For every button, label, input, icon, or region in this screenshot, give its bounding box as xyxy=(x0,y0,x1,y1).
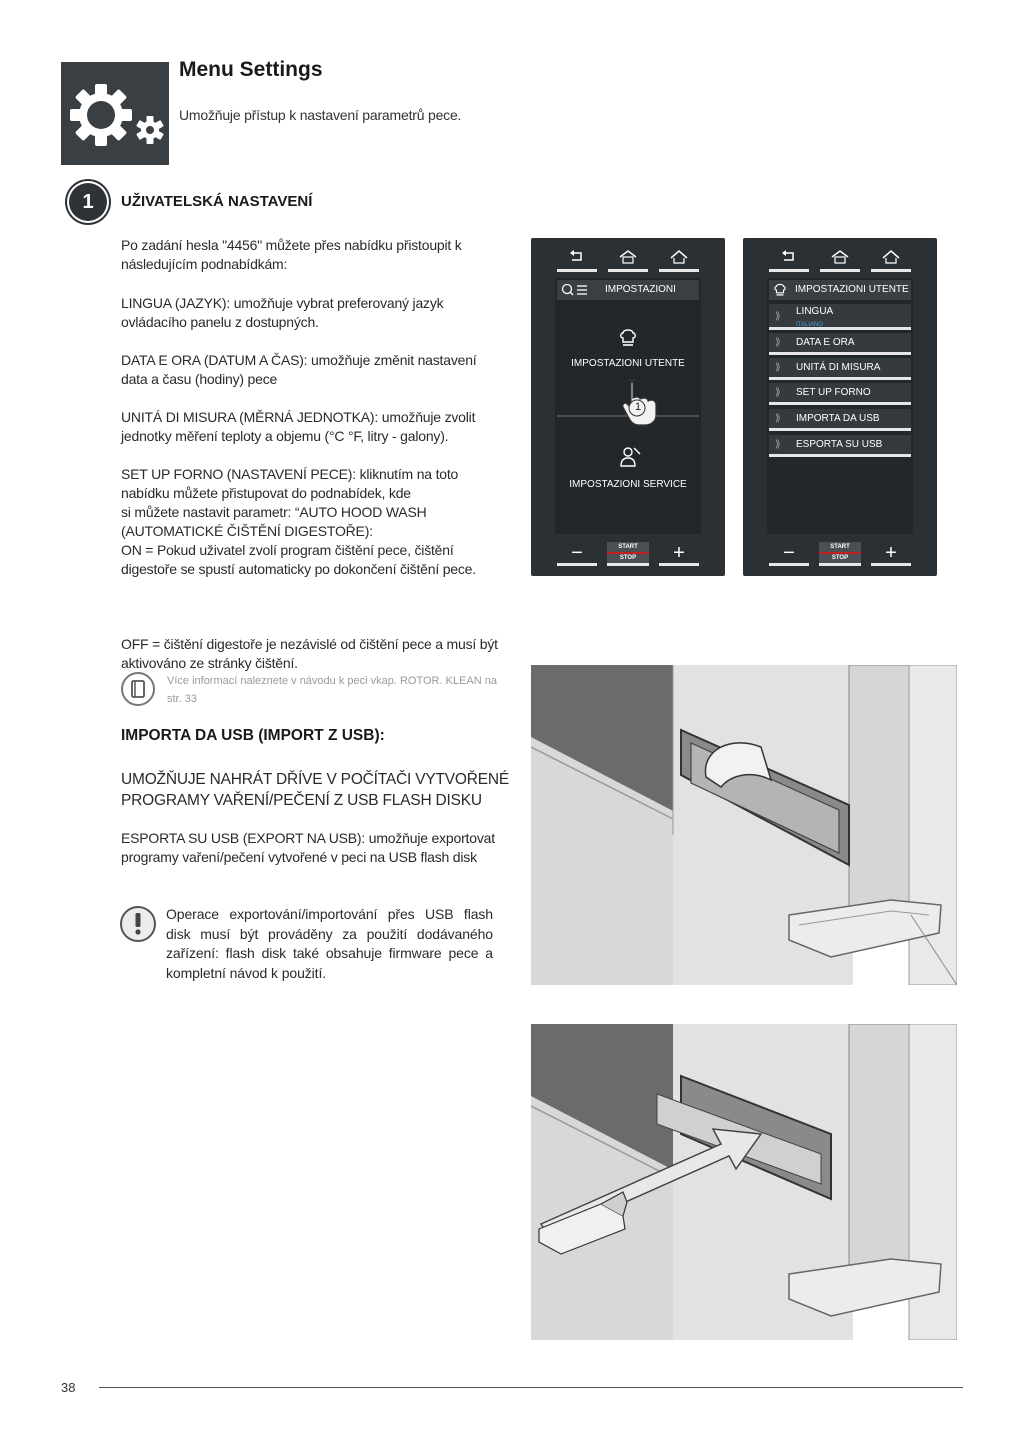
data-ora-paragraph: DATA E ORA (DATUM A ČAS): umožňuje změnit nastavení data a času (hodiny) pece xyxy=(121,352,477,387)
service-technician-icon xyxy=(619,446,641,473)
menu-item-importa-da-usb[interactable] xyxy=(769,409,911,431)
settings-search-icon xyxy=(561,283,589,305)
section-title: UŽIVATELSKÁ NASTAVENÍ xyxy=(121,193,313,210)
screen-header xyxy=(769,280,911,300)
chef-hat-icon xyxy=(773,283,787,305)
intro-paragraph: Po zadání hesla "4456" můžete přes nabídku přistoupit k následujícím podnabídkám: xyxy=(121,237,462,272)
menu-item-label: LINGUA xyxy=(796,306,834,317)
menu-item-esporta-su-usb[interactable] xyxy=(769,435,911,457)
back-button[interactable] xyxy=(769,248,809,272)
callout-number: 1 xyxy=(634,401,642,413)
warning-text: Operace exportování/importování přes USB flash disk musí být prováděny za použití dodávaného zařízení: flash disk také obsahuje firmware pece a kompletní návod k použití. xyxy=(166,906,493,981)
chevron-right-icon: ⟫ xyxy=(775,311,781,322)
warning-icon xyxy=(120,906,156,942)
home-button[interactable] xyxy=(659,248,699,272)
stop-label: STOP xyxy=(619,555,637,561)
home-button[interactable] xyxy=(871,248,911,272)
book-note-icon xyxy=(121,672,155,706)
setup-forno-paragraph: SET UP FORNO (NASTAVENÍ PECE): kliknutím na toto nabídku můžete přistupovat do podnabídek, kde si můžete nastavit parametr: “AUTO HOOD WASH (AUTOMATICKÉ ČIŠTĚNÍ DIGESTOŘE): ON = Pokud uživatel zvolí program čištění pece, čištění digestoře se spustí automaticky po dokončení čištění pece. xyxy=(121,466,476,577)
chevron-right-icon: ⟫ xyxy=(775,337,781,348)
off-paragraph: OFF = čištění digestoře je nezávislé od čištění pece a musí být aktivováno ze stránky čištění. xyxy=(121,636,498,671)
menu-item-unita-di-misura[interactable] xyxy=(769,358,911,380)
start-stop-button[interactable] xyxy=(607,542,649,566)
section-number-badge: 1 xyxy=(69,183,107,221)
usb-cover-opening-illustration xyxy=(531,665,957,985)
reference-note: Více informací naleznete v návodu k peci vkap. ROTOR. KLEAN na str. 33 xyxy=(167,675,497,705)
menu-option-user-settings[interactable]: IMPOSTAZIONI UTENTE xyxy=(571,358,685,369)
page-number: 38 xyxy=(61,1380,76,1395)
stop-label: STOP xyxy=(831,555,849,561)
start-stop-button[interactable] xyxy=(819,542,861,566)
page-title: Menu Settings xyxy=(179,58,323,81)
screen-header-label: IMPOSTAZIONI UTENTE xyxy=(795,284,909,295)
oven-home-button[interactable] xyxy=(608,248,648,272)
chevron-right-icon: ⟫ xyxy=(775,439,781,450)
usb-insertion-illustration xyxy=(531,1024,957,1340)
back-button[interactable] xyxy=(557,248,597,272)
chevron-right-icon: ⟫ xyxy=(775,387,781,398)
plus-button[interactable]: + xyxy=(659,542,699,566)
menu-option-service-settings[interactable]: IMPOSTAZIONI SERVICE xyxy=(569,479,687,490)
chef-hat-icon xyxy=(619,328,637,353)
menu-item-label: SET UP FORNO xyxy=(796,387,871,398)
menu-item-label: IMPORTA DA USB xyxy=(796,413,880,424)
lingua-value: ITALIANO xyxy=(796,322,823,328)
start-stop-divider xyxy=(607,552,649,554)
oven-home-button[interactable] xyxy=(820,248,860,272)
page-subtitle: Umožňuje přístup k nastavení parametrů pece. xyxy=(179,107,462,123)
importa-heading: IMPORTA DA USB (IMPORT Z USB): xyxy=(121,727,385,744)
menu-item-label: UNITÁ DI MISURA xyxy=(796,362,881,373)
menu-item-data-e-ora[interactable] xyxy=(769,333,911,355)
start-label: START xyxy=(618,544,638,550)
control-panel-screen-settings xyxy=(531,238,725,576)
chevron-right-icon: ⟫ xyxy=(775,362,781,373)
start-label: START xyxy=(830,544,850,550)
minus-button[interactable]: − xyxy=(769,542,809,566)
esporta-paragraph: ESPORTA SU USB (EXPORT NA USB): umožňuje exportovat programy vaření/pečení vytvořené v peci na USB flash disk xyxy=(121,830,495,865)
settings-gear-icon xyxy=(61,62,169,165)
menu-item-label: DATA E ORA xyxy=(796,337,855,348)
chevron-right-icon: ⟫ xyxy=(775,413,781,424)
screen-header xyxy=(557,280,699,300)
footer-divider xyxy=(99,1387,963,1388)
menu-item-lingua[interactable] xyxy=(769,304,911,330)
plus-button[interactable]: + xyxy=(871,542,911,566)
start-stop-divider xyxy=(819,552,861,554)
menu-item-label: ESPORTA SU USB xyxy=(796,439,883,450)
unita-paragraph: UNITÁ DI MISURA (MĚRNÁ JEDNOTKA): umožňuje zvolit jednotky měření teploty a objemu (°C °F, litry - galony). xyxy=(121,409,476,444)
lingua-paragraph: LINGUA (JAZYK): umožňuje vybrat preferovaný jazyk ovládacího panelu z dostupných. xyxy=(121,295,444,330)
importa-description: UMOŽŇUJE NAHRÁT DŘÍVE V POČÍTAČI VYTVOŘENÉ PROGRAMY VAŘENÍ/PEČENÍ Z USB FLASH DISKU xyxy=(121,771,510,809)
control-panel-screen-user-settings xyxy=(743,238,937,576)
minus-button[interactable]: − xyxy=(557,542,597,566)
menu-item-set-up-forno[interactable] xyxy=(769,383,911,405)
screen-header-label: IMPOSTAZIONI xyxy=(605,284,676,295)
